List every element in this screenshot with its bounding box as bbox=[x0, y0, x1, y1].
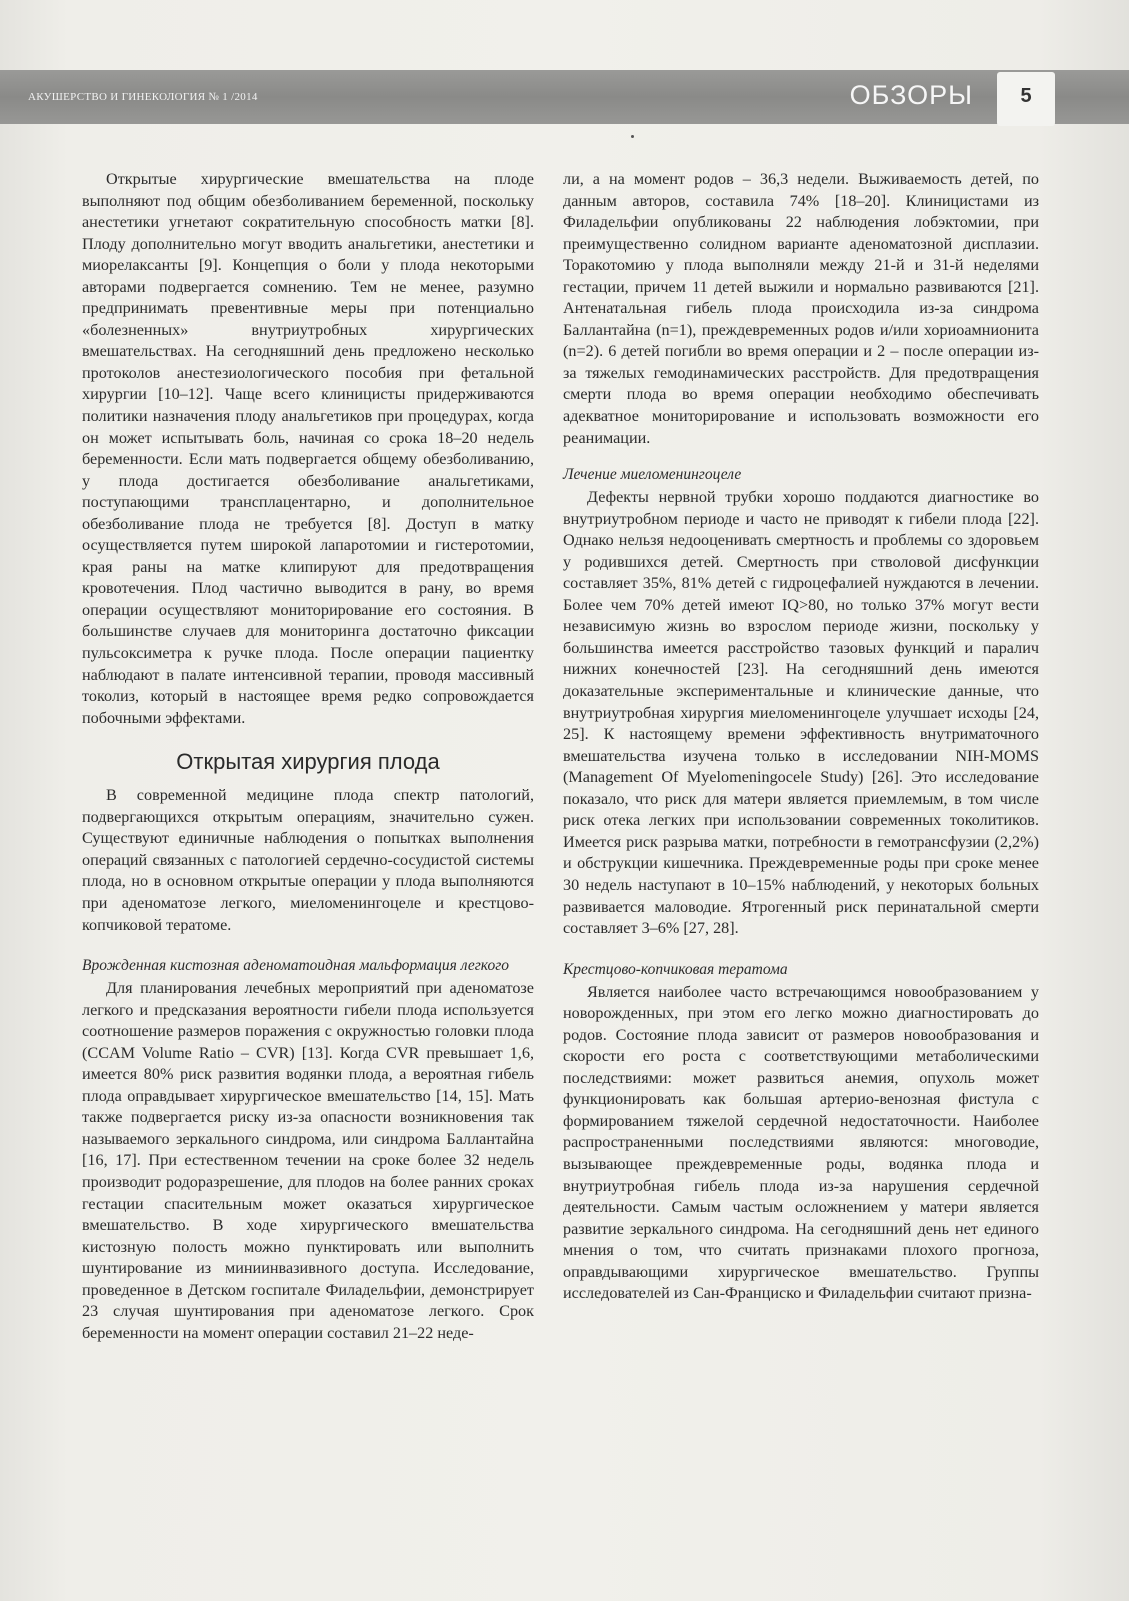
speck bbox=[631, 135, 634, 138]
section-heading: Открытая хирургия плода bbox=[176, 749, 440, 775]
paragraph: Для планирования лечебных мероприятий при аденоматозе легкого и предсказания вероятности гибели плода используется соотношение размеров поражения с окружностью головки плода (CCAM Volume Ratio – CVR) [13]. Когда CVR превышает 1,6, имеется 80% риск развития водянки плода, а вероятная гибель плода оправдывает хирургическое вмешательство [14, 15]. Мать также подвергается риску из-за опасности возникновения так называемого зеркального синдрома, или синдрома Баллантайна [16, 17]. При естественном течении на сроке более 32 недель производит родоразрешение, для плодов на более ранних сроках гестации спасительным может оказаться хирургическое вмешательство. В ходе хирургического вмешательства кистозную полость можно пунктировать или выполнить шунтирование из миниинвазивного доступа. Исследование, проведенное в Детском госпитале Филадельфии, демонстрирует 23 случая шунтирования при аденоматозе легкого. Срок беременности на момент операции составил 21–22 неде- bbox=[82, 979, 534, 1342]
paragraph: Является наиболее часто встречающимся новообразованием у новорожденных, при этом его легко можно диагностировать до родов. Состояние плода зависит от размеров новообразования и скорости его роста с соответствующими метаболическими последствиями: может развиться анемия, опухоль может функционировать как большая артерио-венозная фистула с формированием тяжелой сердечной недостаточности. Наиболее распространенными последствиями являются: многоводие, вызывающее преждевременные роды, водянка плода и внутриутробная гибель плода из-за нарушения сердечной деятельности. Самым частым осложнением у матери является развитие зеркального синдрома. На сегодняшний день нет единого мнения о том, что считать признаками плохого прогноза, оправдывающими хирургическое вмешательство. Группы исследователей из Сан-Франциско и Филадельфии считают призна- bbox=[563, 982, 1039, 1303]
right-column bbox=[563, 169, 1039, 1305]
paragraph: В современной медицине плода спектр патологий, подвергающихся открытым операциям, значительно сужен. Существуют единичные наблюдения о попытках выполнения операций связанных с патологией сердечно-сосудистой системы плода, но в основном открытые операции у плода выполняются при аденоматозе легкого, миеломенингоцеле и крестцово-копчиковой тератоме. bbox=[82, 786, 534, 934]
paragraph: Открытые хирургические вмешательства на плоде выполняют под общим обезболиванием беременной, поскольку анестетики угнетают сократительную способность матки [8]. Плоду дополнительно могут вводить анальгетики, анестетики и миорелаксанты [9]. Концепция о боли у плода некоторыми авторами подвергается сомнению. Тем не менее, разумно предпринимать превентивные меры при потенциально «болезненных» внутриутробных хирургических вмешательствах. На сегодняшний день предложено несколько протоколов анестезиологического пособия при фетальной хирургии [10–12]. Чаще всего клиницисты придерживаются политики назначения плоду анальгетиков при процедурах, когда он может испытывать боль, начиная со срока 18–20 недель беременности. Если мать подвергается общему обезболиванию, у плода достигается обезболивание анальгетиками, поступающими трансплацентарно, и дополнительное обезболивание плода не требуется [8]. Доступ в матку осуществляется путем широкой лапаротомии и гистеротомии, края раны на матке клипируют для предотвращения кровотечения. Плод частично выводится в рану, во время операции осуществляют мониторирование его состояния. В большинстве случаев для мониторинга достаточно фиксации пульсоксиметра к ручке плода. После операции пациентку наблюдают в палате интенсивной терапии, проводя массивный токолиз, который в настоящее время редко сопровождается побочными эффектами. bbox=[82, 170, 534, 727]
paragraph: Дефекты нервной трубки хорошо поддаются диагностике во внутриутробном периоде и часто не приводят к гибели плода [22]. Однако нельзя недооценивать смертность и проблемы со здоровьем у родившихся детей. Смертность при стволовой дисфункции составляет 35%, 81% детей с гидроцефалией нуждаются в лечении. Более чем 70% детей имеют IQ>80, но только 37% могут вести независимую жизнь во взрослом периоде жизни, поскольку у большинства имеется расстройство тазовых функций и паралич нижних конечностей [23]. На сегодняшний день имеются доказательные экспериментальные и клинические данные, что внутриутробная хирургия миеломенингоцеле улучшает исходы [24, 25]. К настоящему времени эффективность внутриматочного вмешательства изучена только в исследовании NIH-MOMS (Management Of Myelomeningocele Study) [26]. Это исследование показало, что риск для матери является приемлемым, в том числе риск отека легких при использовании современных токолитиков. Имеется риск разрыва матки, потребности в гемотрансфузии (2,2%) и обструкции кишечника. Преждевременные роды при сроке менее 30 недель наступают в 10–15% наблюдений, у некоторых больных развивается маловодие. Ятрогенный риск перинатальной смерти составляет 3–6% [27, 28]. bbox=[563, 488, 1039, 938]
subsection-heading: Врожденная кистозная аденоматоидная мальформация легкого bbox=[82, 957, 509, 975]
page-number: 5 bbox=[1020, 85, 1032, 107]
left-column bbox=[82, 169, 534, 1344]
journal-title: АКУШЕРСТВО И ГИНЕКОЛОГИЯ № 1 /2014 bbox=[28, 91, 258, 103]
subsection-heading: Крестцово-копчиковая тератома bbox=[563, 960, 788, 978]
page-number-box bbox=[997, 72, 1055, 126]
subsection-heading: Лечение миеломенингоцеле bbox=[563, 466, 742, 484]
section-title: ОБЗОРЫ bbox=[849, 80, 973, 110]
paragraph: ли, а на момент родов – 36,3 недели. Выживаемость детей, по данным авторов, составила 74% [18–20]. Клиницистами из Филадельфии опубликованы 22 наблюдения лобэктомии, при преимущественно солидном варианте аденоматозной дисплазии. Торакотомию у плода выполняли между 21-й и 31-й неделями гестации, причем 11 детей выжили и нормально развиваются [21]. Антенатальная гибель плода происходила из-за синдрома Баллантайна (n=1), преждевременных родов и/или хориоамнионита (n=2). 6 детей погибли во время операции и 2 – после операции из-за тяжелых гемодинамических расстройств. Для предотвращения смерти плода во время операции необходимо обеспечивать адекватное мониторирование и использовать возможности его реанимации. bbox=[563, 170, 1039, 447]
